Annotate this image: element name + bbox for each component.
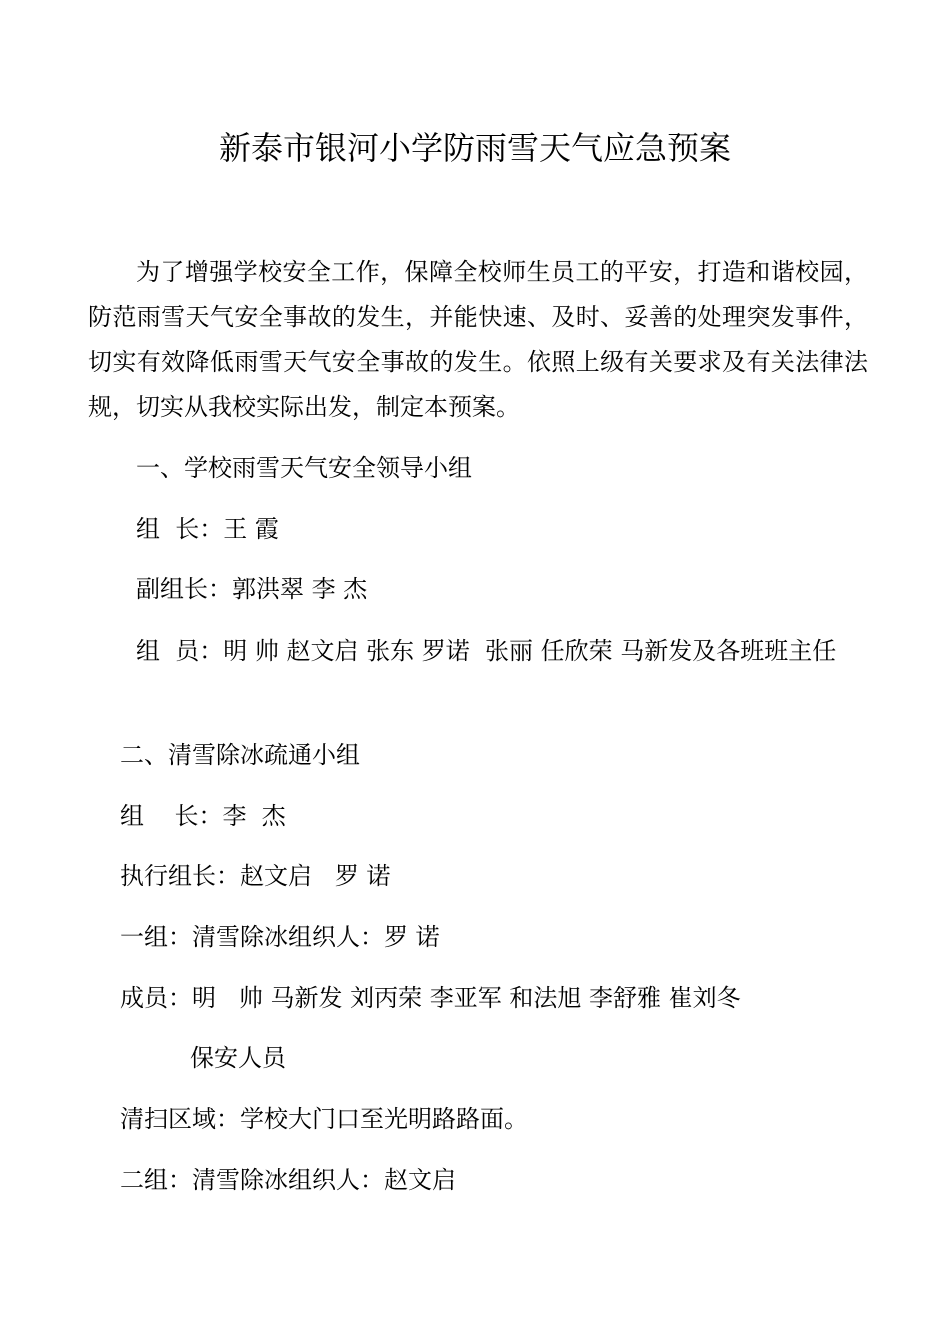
section2-exec-leader: 执行组长：赵文启 罗 诺 bbox=[120, 862, 391, 890]
section2-leader: 组 长：李 杰 bbox=[120, 802, 286, 830]
section1-leader: 组 长：王 霞 bbox=[136, 515, 279, 543]
group1-cleaning-area: 清扫区域：学校大门口至光明路路面。 bbox=[120, 1105, 528, 1133]
section1-deputy: 副组长：郭洪翠 李 杰 bbox=[136, 575, 368, 603]
group1-organizer: 一组：清雪除冰组织人：罗 诺 bbox=[120, 923, 440, 951]
intro-paragraph: 为了增强学校安全工作，保障全校师生员工的平安，打造和谐校园，防范雨雪天气安全事故的发生，并能快速、及时、妥善的处理突发事件，切实有效降低雨雪天气安全事故的发生。依照上级有关要求及有关法律法规，切实从我校实际出发，制定本预案。 bbox=[88, 258, 868, 421]
section1-members: 组 员：明 帅 赵文启 张东 罗诺 张丽 任欣荣 马新发及各班班主任 bbox=[136, 637, 837, 665]
document-title: 新泰市银河小学防雨雪天气应急预案 bbox=[218, 129, 731, 167]
section2-heading: 二、清雪除冰疏通小组 bbox=[120, 741, 360, 769]
section1-heading: 一、学校雨雪天气安全领导小组 bbox=[136, 454, 472, 482]
group2-organizer: 二组：清雪除冰组织人：赵文启 bbox=[120, 1166, 456, 1194]
group1-members-continued: 保安人员 bbox=[190, 1044, 286, 1072]
group1-members: 成员：明 帅 马新发 刘丙荣 李亚军 和法旭 李舒雅 崔刘冬 bbox=[120, 984, 741, 1012]
